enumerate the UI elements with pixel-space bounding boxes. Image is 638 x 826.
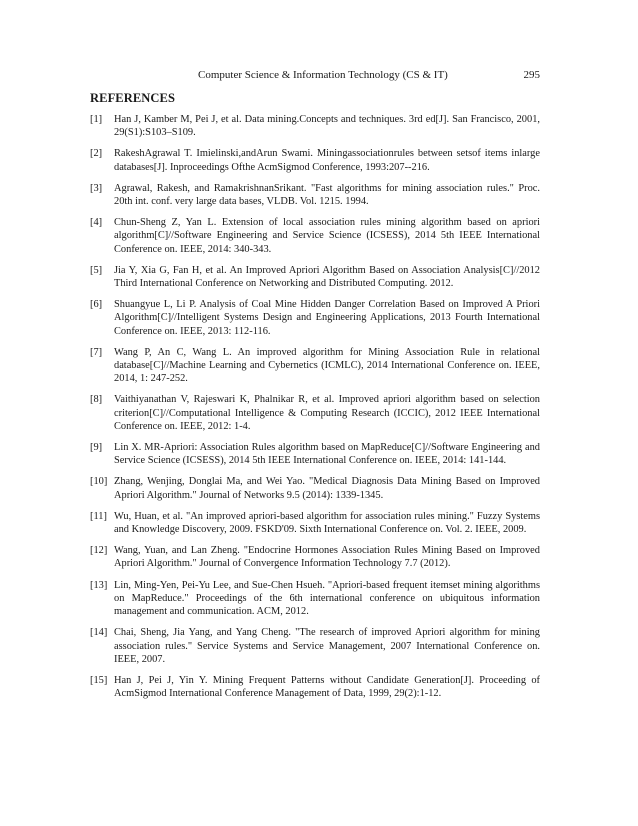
reference-item <box>90 441 540 467</box>
reference-number: [11] <box>90 510 107 522</box>
reference-text: Shuangyue L, Li P. Analysis of Coal Mine Hidden Danger Correlation Based on Improved A Priori Algorithm[C]//Intelligent Systems Design and Engineering Applications, 2013 Fourth International Conference on. IEEE, 2013: 112-116. <box>114 299 540 337</box>
reference-item <box>90 346 540 386</box>
reference-text: Agrawal, Rakesh, and RamakrishnanSrikant. "Fast algorithms for mining association rules." Proc. 20th int. conf. very large data bases, VLDB. Vol. 1215. 1994. <box>114 182 540 208</box>
reference-number: [15] <box>90 674 108 686</box>
reference-number: [6] <box>90 299 103 311</box>
reference-text: RakeshAgrawal T. Imielinski,andArun Swami. Miningassociationrules between setsof items inlarge databases[J]. Inproceedings Ofthe AcmSigmod Conference, 1993:207--216. <box>114 148 540 173</box>
reference-list <box>90 113 540 708</box>
reference-number: [1] <box>90 114 103 125</box>
reference-item <box>90 626 540 666</box>
reference-number: [3] <box>90 182 103 194</box>
reference-number: [13] <box>90 579 108 591</box>
running-header <box>90 69 540 85</box>
reference-number: [12] <box>90 545 108 557</box>
reference-number: [9] <box>90 442 103 454</box>
reference-number: [4] <box>90 217 103 229</box>
page-number: 295 <box>523 69 540 81</box>
reference-item <box>90 475 540 501</box>
reference-number: [2] <box>90 148 103 160</box>
reference-text: Han J, Kamber M, Pei J, et al. Data mining.Concepts and techniques. 3rd ed[J]. San Francisco, 2001, 29(S1):S103–S109. <box>114 114 540 139</box>
reference-item <box>90 147 540 173</box>
reference-text: Wang, Yuan, and Lan Zheng. "Endocrine Hormones Association Rules Mining Based on Improved Apriori Algorithm." Journal of Convergence Information Technology 7.7 (2012). <box>114 545 540 570</box>
reference-number: [8] <box>90 394 103 406</box>
reference-text: Zhang, Wenjing, Donglai Ma, and Wei Yao. "Medical Diagnosis Data Mining Based on Improved Apriori Algorithm." Journal of Networks 9.5 (2014): 1339-1345. <box>114 476 540 501</box>
reference-text: Lin X. MR-Apriori: Association Rules algorithm based on MapReduce[C]//Software Engineering and Service Science (ICSESS), 2014 5th IEEE International Conference on. IEEE, 2014: 141-144. <box>114 442 540 467</box>
reference-text: Vaithiyanathan V, Rajeswari K, Phalnikar R, et al. Improved apriori algorithm based on selection criterion[C]//Computational Intelligence & Computing Research (ICCIC), 2012 IEEE International Conference on. IEEE, 2012: 1-4. <box>114 394 540 432</box>
reference-number: [10] <box>90 476 108 488</box>
reference-item <box>90 544 540 570</box>
section-title: REFERENCES <box>90 91 176 105</box>
reference-item <box>90 113 540 139</box>
reference-item <box>90 216 540 256</box>
reference-item <box>90 264 540 290</box>
reference-text: Wu, Huan, et al. "An improved apriori-based algorithm for association rules mining." Fuzzy Systems and Knowledge Discovery, 2009. FSKD'09. Sixth International Conference on. Vol. 2. IEEE, 2009. <box>114 510 540 536</box>
running-title: Computer Science & Information Technology (CS & IT) <box>198 69 448 81</box>
reference-text: Han J, Pei J, Yin Y. Mining Frequent Patterns without Candidate Generation[J]. Proceeding of AcmSigmod International Conference Management of Data, 1999, 29(2):1-12. <box>114 674 540 700</box>
reference-text: Chun-Sheng Z, Yan L. Extension of local association rules mining algorithm based on apriori algorithm[C]//Software Engineering and Service Science (ICSESS), 2014 5th IEEE International Conference on. IEEE, 2014: 340-343. <box>114 217 540 255</box>
reference-item <box>90 510 540 536</box>
reference-text: Lin, Ming-Yen, Pei-Yu Lee, and Sue-Chen Hsueh. "Apriori-based frequent itemset mining algorithms on MapReduce." Proceedings of the 6th international conference on ubiquitous information management and communication. ACM, 2012. <box>114 579 540 618</box>
reference-text: Wang P, An C, Wang L. An improved algorithm for Mining Association Rule in relational database[C]//Machine Learning and Cybernetics (ICMLC), 2014 International Conference on. IEEE, 2014, 1: 247-252. <box>114 346 540 385</box>
reference-number: [14] <box>90 627 108 639</box>
reference-item <box>90 674 540 700</box>
reference-number: [7] <box>90 346 103 358</box>
reference-item <box>90 579 540 619</box>
reference-item <box>90 182 540 208</box>
reference-text: Jia Y, Xia G, Fan H, et al. An Improved Apriori Algorithm Based on Association Analysis[C]//2012 Third International Conference on Networking and Distributed Computing. 2012. <box>114 264 540 290</box>
reference-number: [5] <box>90 264 103 276</box>
reference-item <box>90 298 540 338</box>
reference-text: Chai, Sheng, Jia Yang, and Yang Cheng. "The research of improved Apriori algorithm for mining association rules." Service Systems and Service Management, 2007 International Conference on. IEEE, 2007. <box>114 627 540 665</box>
reference-item <box>90 393 540 433</box>
